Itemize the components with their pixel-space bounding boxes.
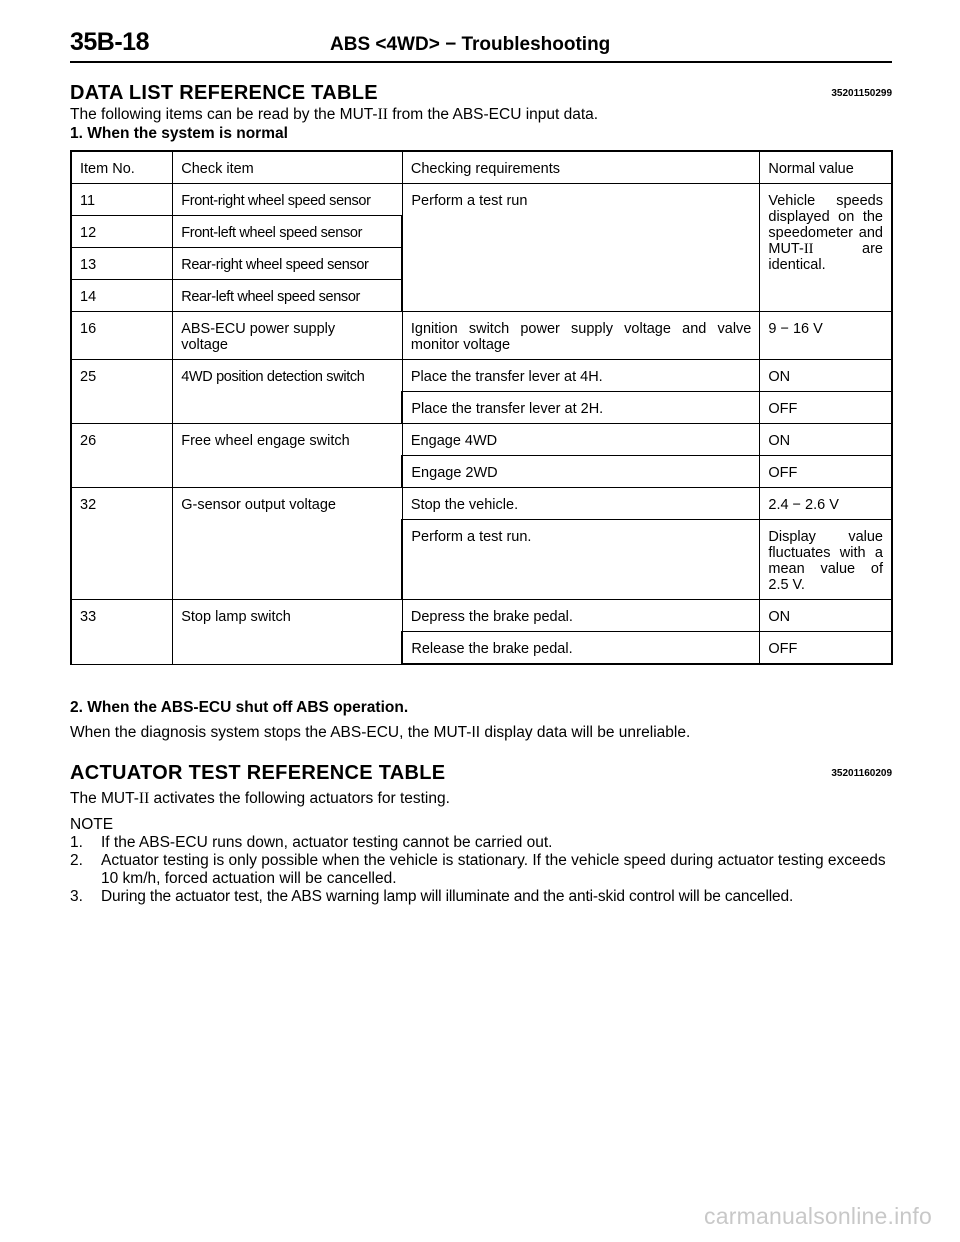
item-no: 32: [71, 488, 173, 600]
checking-requirement: Release the brake pedal.: [402, 632, 759, 665]
subheading-abs-shutoff: 2. When the ABS-ECU shut off ABS operation.: [70, 699, 409, 716]
normal-value: ON: [760, 360, 892, 392]
header-check-item: Check item: [173, 151, 403, 184]
table-row: [71, 184, 892, 216]
table-row: [71, 312, 892, 360]
check-item: Rear-right wheel speed sensor: [173, 248, 403, 280]
checking-requirement: Perform a test run: [402, 184, 759, 312]
item-no: 16: [71, 312, 173, 360]
normal-value: ON: [760, 424, 892, 456]
abs-shutoff-text: When the diagnosis system stops the ABS-ECU, the MUT-II display data will be unreliable.: [70, 724, 691, 741]
normal-value: 2.4 − 2.6 V: [760, 488, 892, 520]
normal-value: Display value fluctuates with a mean value of 2.5 V.: [760, 520, 892, 600]
normal-value: ON: [760, 600, 892, 632]
data-list-section-code: 35201150299: [831, 88, 892, 99]
header-rule: [70, 61, 892, 63]
note-number: 3.: [70, 888, 83, 905]
table-row: [71, 600, 892, 632]
actuator-section-code: 35201160209: [831, 768, 892, 779]
check-item: G-sensor output voltage: [173, 488, 403, 600]
checking-requirement: Engage 2WD: [402, 456, 759, 488]
table-row: [71, 424, 892, 456]
checking-requirement: Depress the brake pedal.: [402, 600, 759, 632]
normal-value: OFF: [760, 632, 892, 665]
checking-requirement: Place the transfer lever at 4H.: [402, 360, 759, 392]
check-item: Free wheel engage switch: [173, 424, 403, 488]
note-item: [70, 888, 892, 906]
check-item: Front-right wheel speed sensor: [173, 184, 403, 216]
note-label: NOTE: [70, 816, 114, 833]
data-list-intro: The following items can be read by the MUT-II from the ABS-ECU input data.: [70, 106, 599, 123]
page-header-title: ABS <4WD> − Troubleshooting: [330, 34, 611, 55]
normal-value: OFF: [760, 456, 892, 488]
item-no: 12: [71, 216, 173, 248]
note-number: 2.: [70, 852, 83, 869]
check-item: 4WD position detection switch: [173, 360, 403, 424]
subheading-system-normal: 1. When the system is normal: [70, 125, 288, 142]
normal-value: 9 − 16 V: [760, 312, 892, 360]
item-no: 13: [71, 248, 173, 280]
check-item: ABS-ECU power supply voltage: [173, 312, 403, 360]
checking-requirement: Place the transfer lever at 2H.: [402, 392, 759, 424]
data-list-table: [70, 150, 893, 665]
item-no: 25: [71, 360, 173, 424]
note-text: During the actuator test, the ABS warning lamp will illuminate and the anti-skid control will be cancelled.: [101, 888, 794, 905]
header-normal-value: Normal value: [760, 151, 892, 184]
checking-requirement: Perform a test run.: [402, 520, 759, 600]
checking-requirement: Stop the vehicle.: [402, 488, 759, 520]
watermark: carmanualsonline.info: [704, 1203, 932, 1229]
checking-requirement: Engage 4WD: [402, 424, 759, 456]
table-header-row: [71, 151, 892, 184]
check-item: Rear-left wheel speed sensor: [173, 280, 403, 312]
actuator-intro: The MUT-II activates the following actuators for testing.: [70, 790, 450, 807]
table-row: [71, 360, 892, 392]
checking-requirement: Ignition switch power supply voltage and valve monitor voltage: [402, 312, 759, 360]
check-item: Front-left wheel speed sensor: [173, 216, 403, 248]
page-number: 35B-18: [70, 28, 149, 56]
note-text: If the ABS-ECU runs down, actuator testing cannot be carried out.: [101, 834, 553, 851]
item-no: 33: [71, 600, 173, 665]
note-item: [70, 834, 892, 852]
normal-value: Vehicle speeds displayed on the speedometer and MUT-II are identical.: [760, 184, 892, 312]
item-no: 11: [71, 184, 173, 216]
header-checking-requirements: Checking requirements: [402, 151, 759, 184]
note-item: [70, 852, 892, 888]
header-item-no: Item No.: [71, 151, 173, 184]
note-block: [70, 816, 892, 906]
item-no: 26: [71, 424, 173, 488]
check-item: Stop lamp switch: [173, 600, 403, 665]
normal-value: OFF: [760, 392, 892, 424]
actuator-section-title: ACTUATOR TEST REFERENCE TABLE: [70, 762, 446, 784]
item-no: 14: [71, 280, 173, 312]
table-row: [71, 488, 892, 520]
note-text: Actuator testing is only possible when the vehicle is stationary. If the vehicle speed during actuator testing exceeds 10 km/h, forced actuation will be cancelled.: [101, 852, 886, 887]
note-number: 1.: [70, 834, 83, 851]
data-list-section-title: DATA LIST REFERENCE TABLE: [70, 82, 378, 104]
